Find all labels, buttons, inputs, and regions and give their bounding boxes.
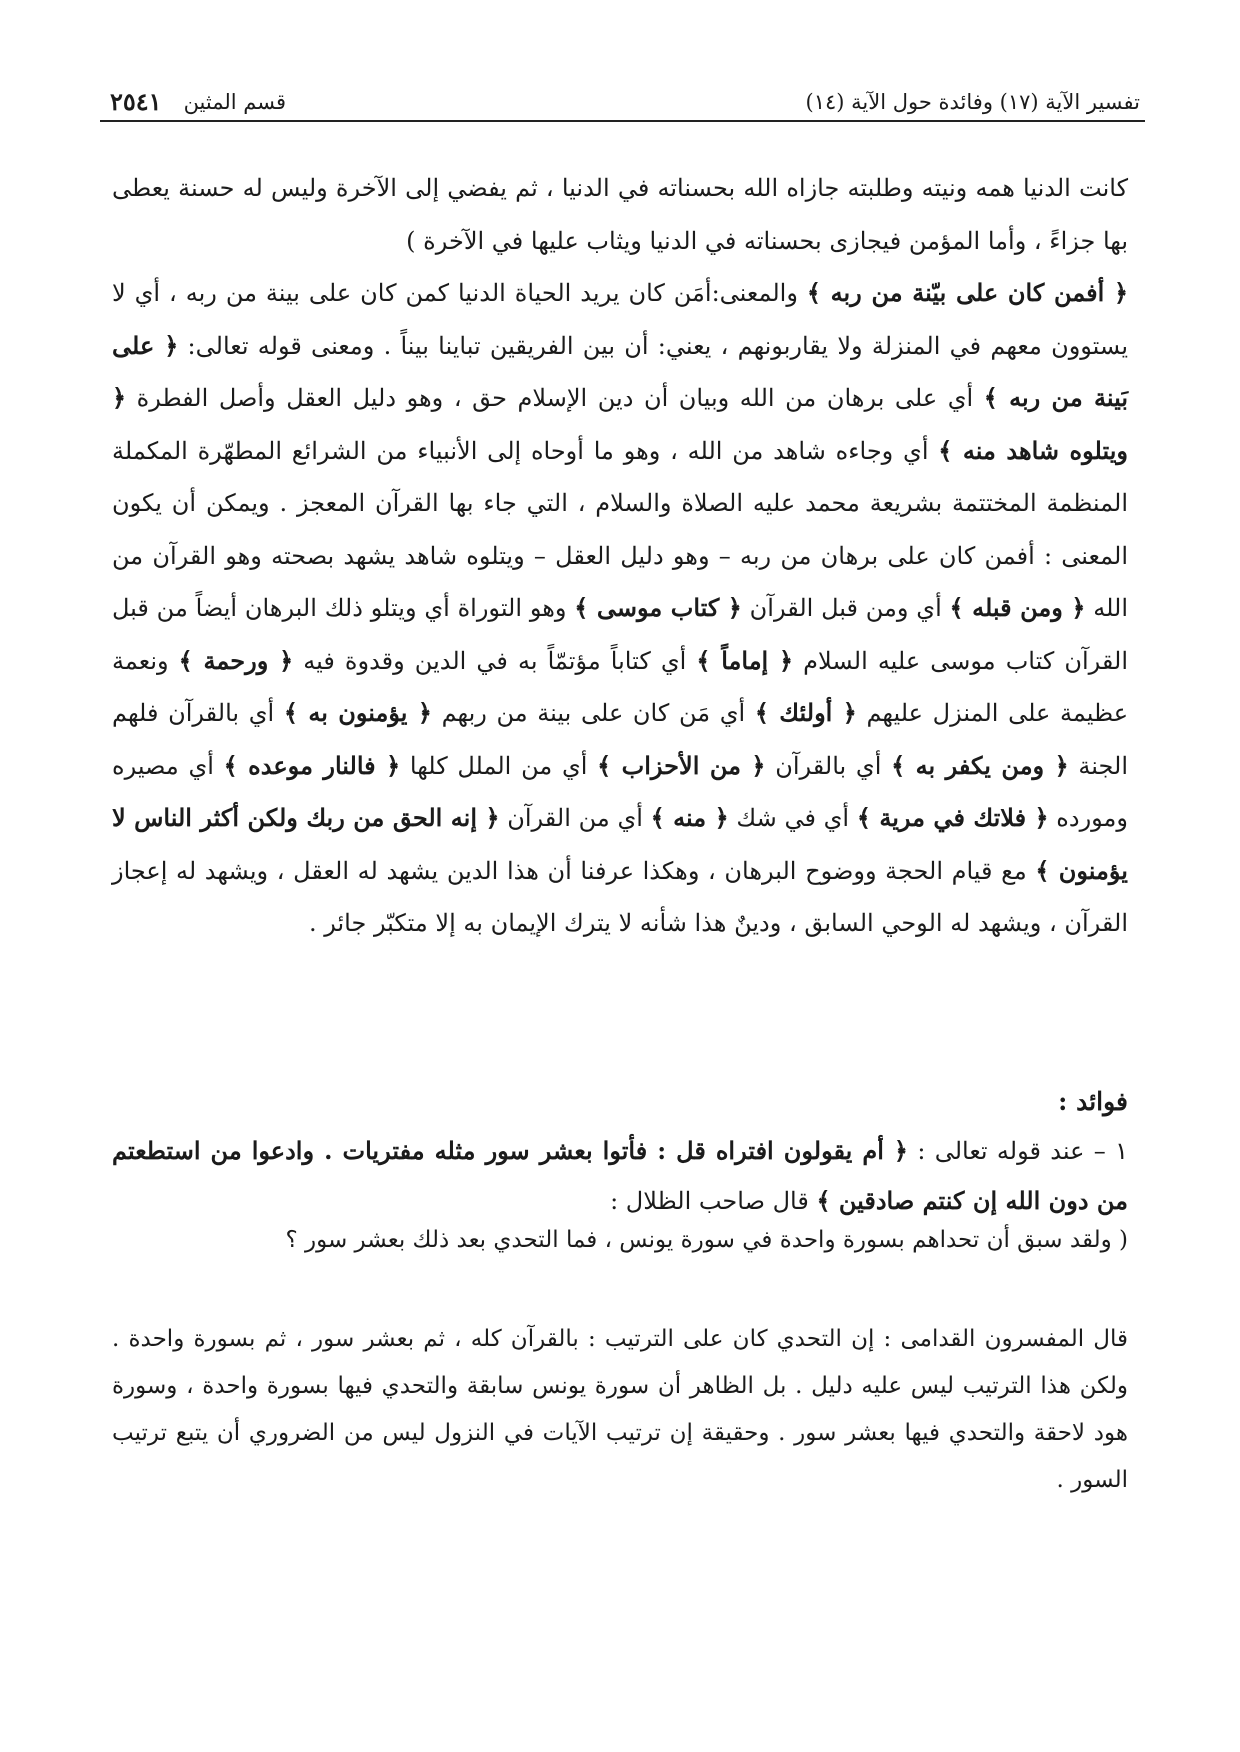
commentary-text: ونعمة عظيمة على المنزل عليهم — [112, 646, 1129, 727]
commentary-text: أي مَن كان على بينة من ربهم — [431, 699, 755, 727]
commentary-text: وهو التوراة أي ويتلو ذلك البرهان أيضاً من قبل القرآن كتاب موسى عليه السلام — [112, 594, 1129, 675]
header-rule — [100, 120, 1145, 122]
commentary-text: أي وجاءه شاهد من الله ، وهو ما أوحاه إلى الأنبياء من الشرائع المطهّرة المكملة المنظمة المختتمة بشريعة محمد عليه الصلاة والسلام ، التي جاء بها القرآن المعجز . ويمكن أن يكون المعنى : أفمن كان على برهان من ربه – وهو دليل العقل – ويتلوه شاهد يشهد بصحته وهو القرآن من الله — [112, 436, 1129, 622]
quran-phrase: ﴿ كتاب موسى ﴾ — [574, 593, 742, 622]
quran-phrase: ﴿ أفمن كان على بيّنة من ربه ﴾ — [806, 278, 1129, 307]
quran-phrase: ﴿ ومن قبله ﴾ — [949, 593, 1086, 622]
commentary-text: أي كتاباً مؤتمّاً به في الدين وقدوة فيه — [293, 646, 697, 675]
commentary-text: أي بالقرآن — [765, 751, 892, 780]
commentary-text: أي مصيره ومورده — [112, 751, 1128, 832]
commentary-text: مع قيام الحجة ووضوح البرهان ، وهكذا عرفنا أن هذا الدين يشهد له العقل ، ويشهد له إعجاز القرآن ، ويشهد له الوحي السابق ، ودينٌ هذا شأنه لا يترك الإيمان به إلا متكبّر جائر . — [112, 856, 1128, 937]
quran-phrase: ﴿ منه ﴾ — [650, 803, 729, 832]
quran-phrase: ﴿ أولئك ﴾ — [754, 698, 857, 727]
commentary-text: أي من القرآن — [499, 804, 651, 832]
quran-phrase: ﴿ ومن يكفر به ﴾ — [891, 750, 1069, 780]
commentary-text: أي بالقرآن فلهم الجنة — [112, 699, 1129, 780]
quran-phrase: ﴿ ويتلوه شاهد منه ﴾ — [112, 383, 1128, 465]
item-attribution: قال صاحب الظلال : — [610, 1187, 817, 1215]
paragraph-commentary — [112, 267, 1128, 950]
quran-phrase: ﴿ ورحمة ﴾ — [178, 645, 294, 675]
quran-phrase: ﴿ من الأحزاب ﴾ — [597, 750, 766, 780]
commentary-text: أي ومن قبل القرآن — [741, 594, 950, 622]
quran-phrase: ﴿ فلاتك في مرية ﴾ — [856, 803, 1049, 832]
page-number: ٢٥٤١ — [110, 87, 162, 116]
commentary-text: أي على برهان من الله وبيان أن دين الإسلام حق ، وهو دليل العقل وأصل الفطرة — [126, 384, 984, 412]
quran-phrase: ﴿ فالنار موعده ﴾ — [223, 750, 401, 780]
quran-phrase: ﴿ يؤمنون به ﴾ — [283, 698, 432, 727]
quran-phrase: ﴿ إماماً ﴾ — [696, 645, 794, 675]
quran-phrase: ﴿ أم يقولون افتراه قل : فأتوا بعشر سور مثله مفتريات . وادعوا من استطعتم من دون الله إن كنتم صادقين ﴾ — [112, 1136, 1128, 1215]
item-intro: ١ – عند قوله تعالى : — [908, 1137, 1128, 1165]
quran-phrase: ﴿ على بَينة من ربه ﴾ — [112, 330, 1129, 412]
fawaid-heading: فوائد : — [1058, 1087, 1128, 1116]
commentary-text: أي من الملل كلها — [400, 751, 598, 780]
dhilal-quote: ( ولقد سبق أن تحداهم بسورة واحدة في سورة يونس ، فما التحدي بعد ذلك بعشر سور ؟ — [285, 1227, 1128, 1253]
running-title: تفسير الآية (١٧) وفائدة حول الآية (١٤) — [805, 90, 1140, 114]
fawaid-item-1 — [112, 1126, 1128, 1226]
page-header — [110, 72, 1140, 116]
main-text — [112, 162, 1128, 950]
paragraph-continuation: كانت الدنيا همه ونيته وطلبته جازاه الله بحسناته في الدنيا ، ثم يفضي إلى الآخرة وليس له حسنة يعطى بها جزاءً ، وأما المؤمن فيجازى بحسناته في الدنيا ويثاب عليها في الآخرة ) — [112, 174, 1128, 255]
section-name: قسم المثين — [183, 90, 287, 114]
commentary-text: أي في شك — [728, 804, 857, 832]
commentary-text: والمعنى:أمَن كان يريد الحياة الدنيا كمن كان على بينة من ربه ، أي لا يستوون معهم في المنزلة ولا يقاربونهم ، يعني: أن بين الفريقين تباينا بيناً . ومعنى قوله تعالى: — [112, 279, 1129, 360]
quran-phrase: ﴿ إنه الحق من ربك ولكن أكثر الناس لا يؤمنون ﴾ — [112, 803, 1128, 885]
quote-continuation: قال المفسرون القدامى : إن التحدي كان على الترتيب : بالقرآن كله ، ثم بعشر سور ، ثم بسورة واحدة . ولكن هذا الترتيب ليس عليه دليل . بل الظاهر أن سورة يونس سابقة والتحدي فيها بسورة واحدة ، وسورة هود لاحقة والتحدي فيها بعشر سور . وحقيقة إن ترتيب الآيات في النزول ليس من الضروري أن يتبع ترتيب السور . — [112, 1326, 1128, 1493]
header-meta — [110, 88, 286, 116]
